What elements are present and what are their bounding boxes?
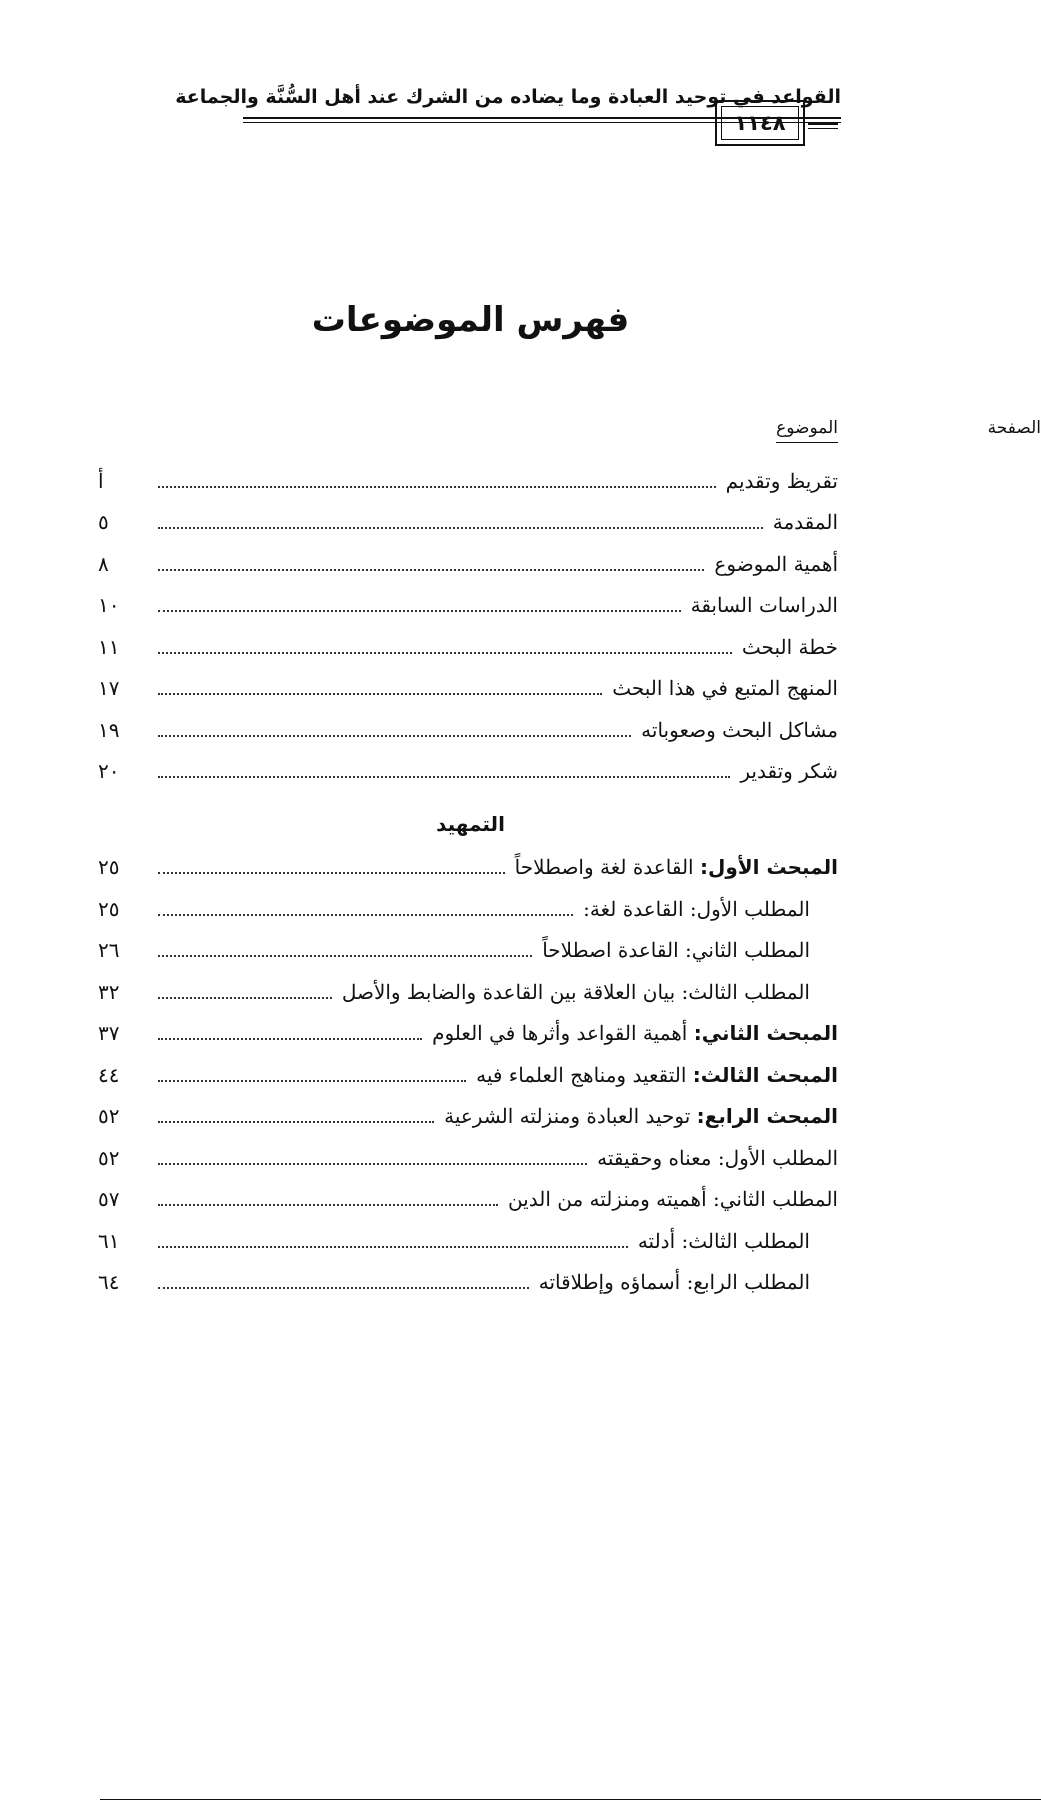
toc-entry-label: الدراسات السابقة: [690, 593, 838, 617]
dot-leader: [158, 486, 716, 488]
toc-entry-label: [466, 1060, 838, 1090]
toc-entry-label: المنهج المتبع في هذا البحث: [612, 676, 838, 700]
toc-entry-prefix: المبحث الرابع:: [696, 1104, 838, 1128]
toc-entry: [98, 715, 838, 745]
toc-entry: [98, 590, 838, 620]
dot-leader: [158, 652, 732, 654]
toc-entry-page: ٣٧: [98, 1021, 120, 1045]
toc-entry-label: شكر وتقدير: [740, 759, 838, 783]
toc-entry-label: المطلب الرابع: أسماؤه وإطلاقاته: [538, 1270, 810, 1294]
toc-entry-page: ١٠: [98, 593, 120, 617]
header-rule-left: [808, 123, 838, 129]
dot-leader: [158, 610, 681, 612]
dot-leader: [158, 1163, 587, 1165]
toc-entry-subsection: [98, 1226, 838, 1256]
page-number: ١١٤٨: [734, 111, 786, 135]
toc-entry-page: ٢٥: [98, 855, 120, 879]
toc-entry: [98, 673, 838, 703]
toc-entry-label: المطلب الأول: القاعدة لغة:: [583, 897, 810, 921]
toc-entry-subsection: [98, 977, 838, 1007]
toc-entry-prefix: المبحث الأول:: [699, 855, 838, 879]
dot-leader: [158, 1287, 529, 1289]
toc-entry-page: ٥٢: [98, 1104, 120, 1128]
toc-entry-page: ٨: [98, 552, 109, 576]
toc-entry-label: [422, 1018, 838, 1048]
toc-entry: [98, 1143, 838, 1173]
toc-entry-label: المقدمة: [772, 510, 838, 534]
toc-entry-label: [434, 1101, 838, 1131]
toc-entry-page: ٦١: [98, 1229, 120, 1253]
toc-entry-page: ٢٥: [98, 897, 120, 921]
dot-leader: [158, 955, 532, 957]
dot-leader: [158, 776, 730, 778]
toc-entry-label: أهمية الموضوع: [714, 552, 838, 576]
toc-entry-prefix: المبحث الثاني:: [693, 1021, 838, 1045]
dot-leader: [158, 914, 573, 916]
toc-entry: [98, 466, 838, 496]
toc-entry-text: أهمية القواعد وأثرها في العلوم: [432, 1021, 688, 1045]
toc-entry-label: [505, 852, 838, 882]
toc-entry-label: مشاكل البحث وصعوباته: [641, 718, 838, 742]
toc-entry-page: ٦٤: [98, 1270, 120, 1294]
toc-entry-page: ١٩: [98, 718, 120, 742]
toc-entry-chapter: [98, 1060, 838, 1090]
toc-entry-label: تقريظ وتقديم: [725, 469, 838, 493]
toc-entry-label: المطلب الأول: معناه وحقيقته: [597, 1146, 838, 1170]
toc-entry-page: ٢٠: [98, 759, 120, 783]
toc-entry-page: ٢٦: [98, 938, 120, 962]
running-header-title: القواعد في توحيد العبادة وما يضاده من الشرك عند أهل السُّنَّة والجماعة: [175, 86, 841, 108]
toc-entry-chapter: [98, 852, 838, 882]
toc-entry-subsection: [98, 1267, 838, 1297]
toc-entry-subsection: [98, 935, 838, 965]
dot-leader: [158, 1204, 498, 1206]
toc-entry-label: المطلب الثالث: بيان العلاقة بين القاعدة والضابط والأصل: [341, 980, 810, 1004]
toc-entry-subsection: [98, 894, 838, 924]
toc-entry-page: ٥: [98, 510, 109, 534]
toc-entry-page: أ: [98, 469, 104, 493]
toc-entry-chapter: [98, 1101, 838, 1131]
toc-entry: [98, 549, 838, 579]
toc-entry: [98, 507, 838, 537]
toc-entry-label: المطلب الثاني: القاعدة اصطلاحاً: [542, 938, 810, 962]
dot-leader: [158, 1080, 466, 1082]
toc-entry-page: ٥٧: [98, 1187, 120, 1211]
toc-entry-page: ١١: [98, 635, 120, 659]
toc-entry-label: المطلب الثاني: أهميته ومنزلته من الدين: [507, 1187, 838, 1211]
toc-entry-prefix: المبحث الثالث:: [692, 1063, 838, 1087]
toc-entry-page: ٤٤: [98, 1063, 120, 1087]
page-column-header: الصفحة: [100, 418, 1041, 1800]
dot-leader: [158, 735, 631, 737]
toc-entry-page: ١٧: [98, 676, 120, 700]
toc-entry-text: التقعيد ومناهج العلماء فيه: [476, 1063, 687, 1087]
dot-leader: [158, 569, 704, 571]
toc-entry-page: ٣٢: [98, 980, 120, 1004]
toc-entry-label: المطلب الثالث: أدلته: [637, 1229, 810, 1253]
page-title: فهرس الموضوعات: [311, 300, 630, 340]
toc-entry: [98, 632, 838, 662]
toc-entry: [98, 756, 838, 786]
dot-leader: [158, 1246, 628, 1248]
dot-leader: [158, 527, 763, 529]
toc-entry-page: ٥٢: [98, 1146, 120, 1170]
toc-entry-chapter: [98, 1018, 838, 1048]
toc-entry: [98, 1184, 838, 1214]
toc-entry-label: خطة البحث: [741, 635, 838, 659]
section-heading: التمهيد: [436, 812, 505, 836]
dot-leader: [158, 1121, 434, 1123]
toc-entry-text: توحيد العبادة ومنزلته الشرعية: [444, 1104, 691, 1128]
toc-entry-text: القاعدة لغة واصطلاحاً: [514, 855, 694, 879]
topic-column-header: الموضوع: [776, 418, 838, 443]
dot-leader: [158, 997, 332, 999]
dot-leader: [158, 872, 505, 874]
dot-leader: [158, 693, 602, 695]
dot-leader: [158, 1038, 422, 1040]
